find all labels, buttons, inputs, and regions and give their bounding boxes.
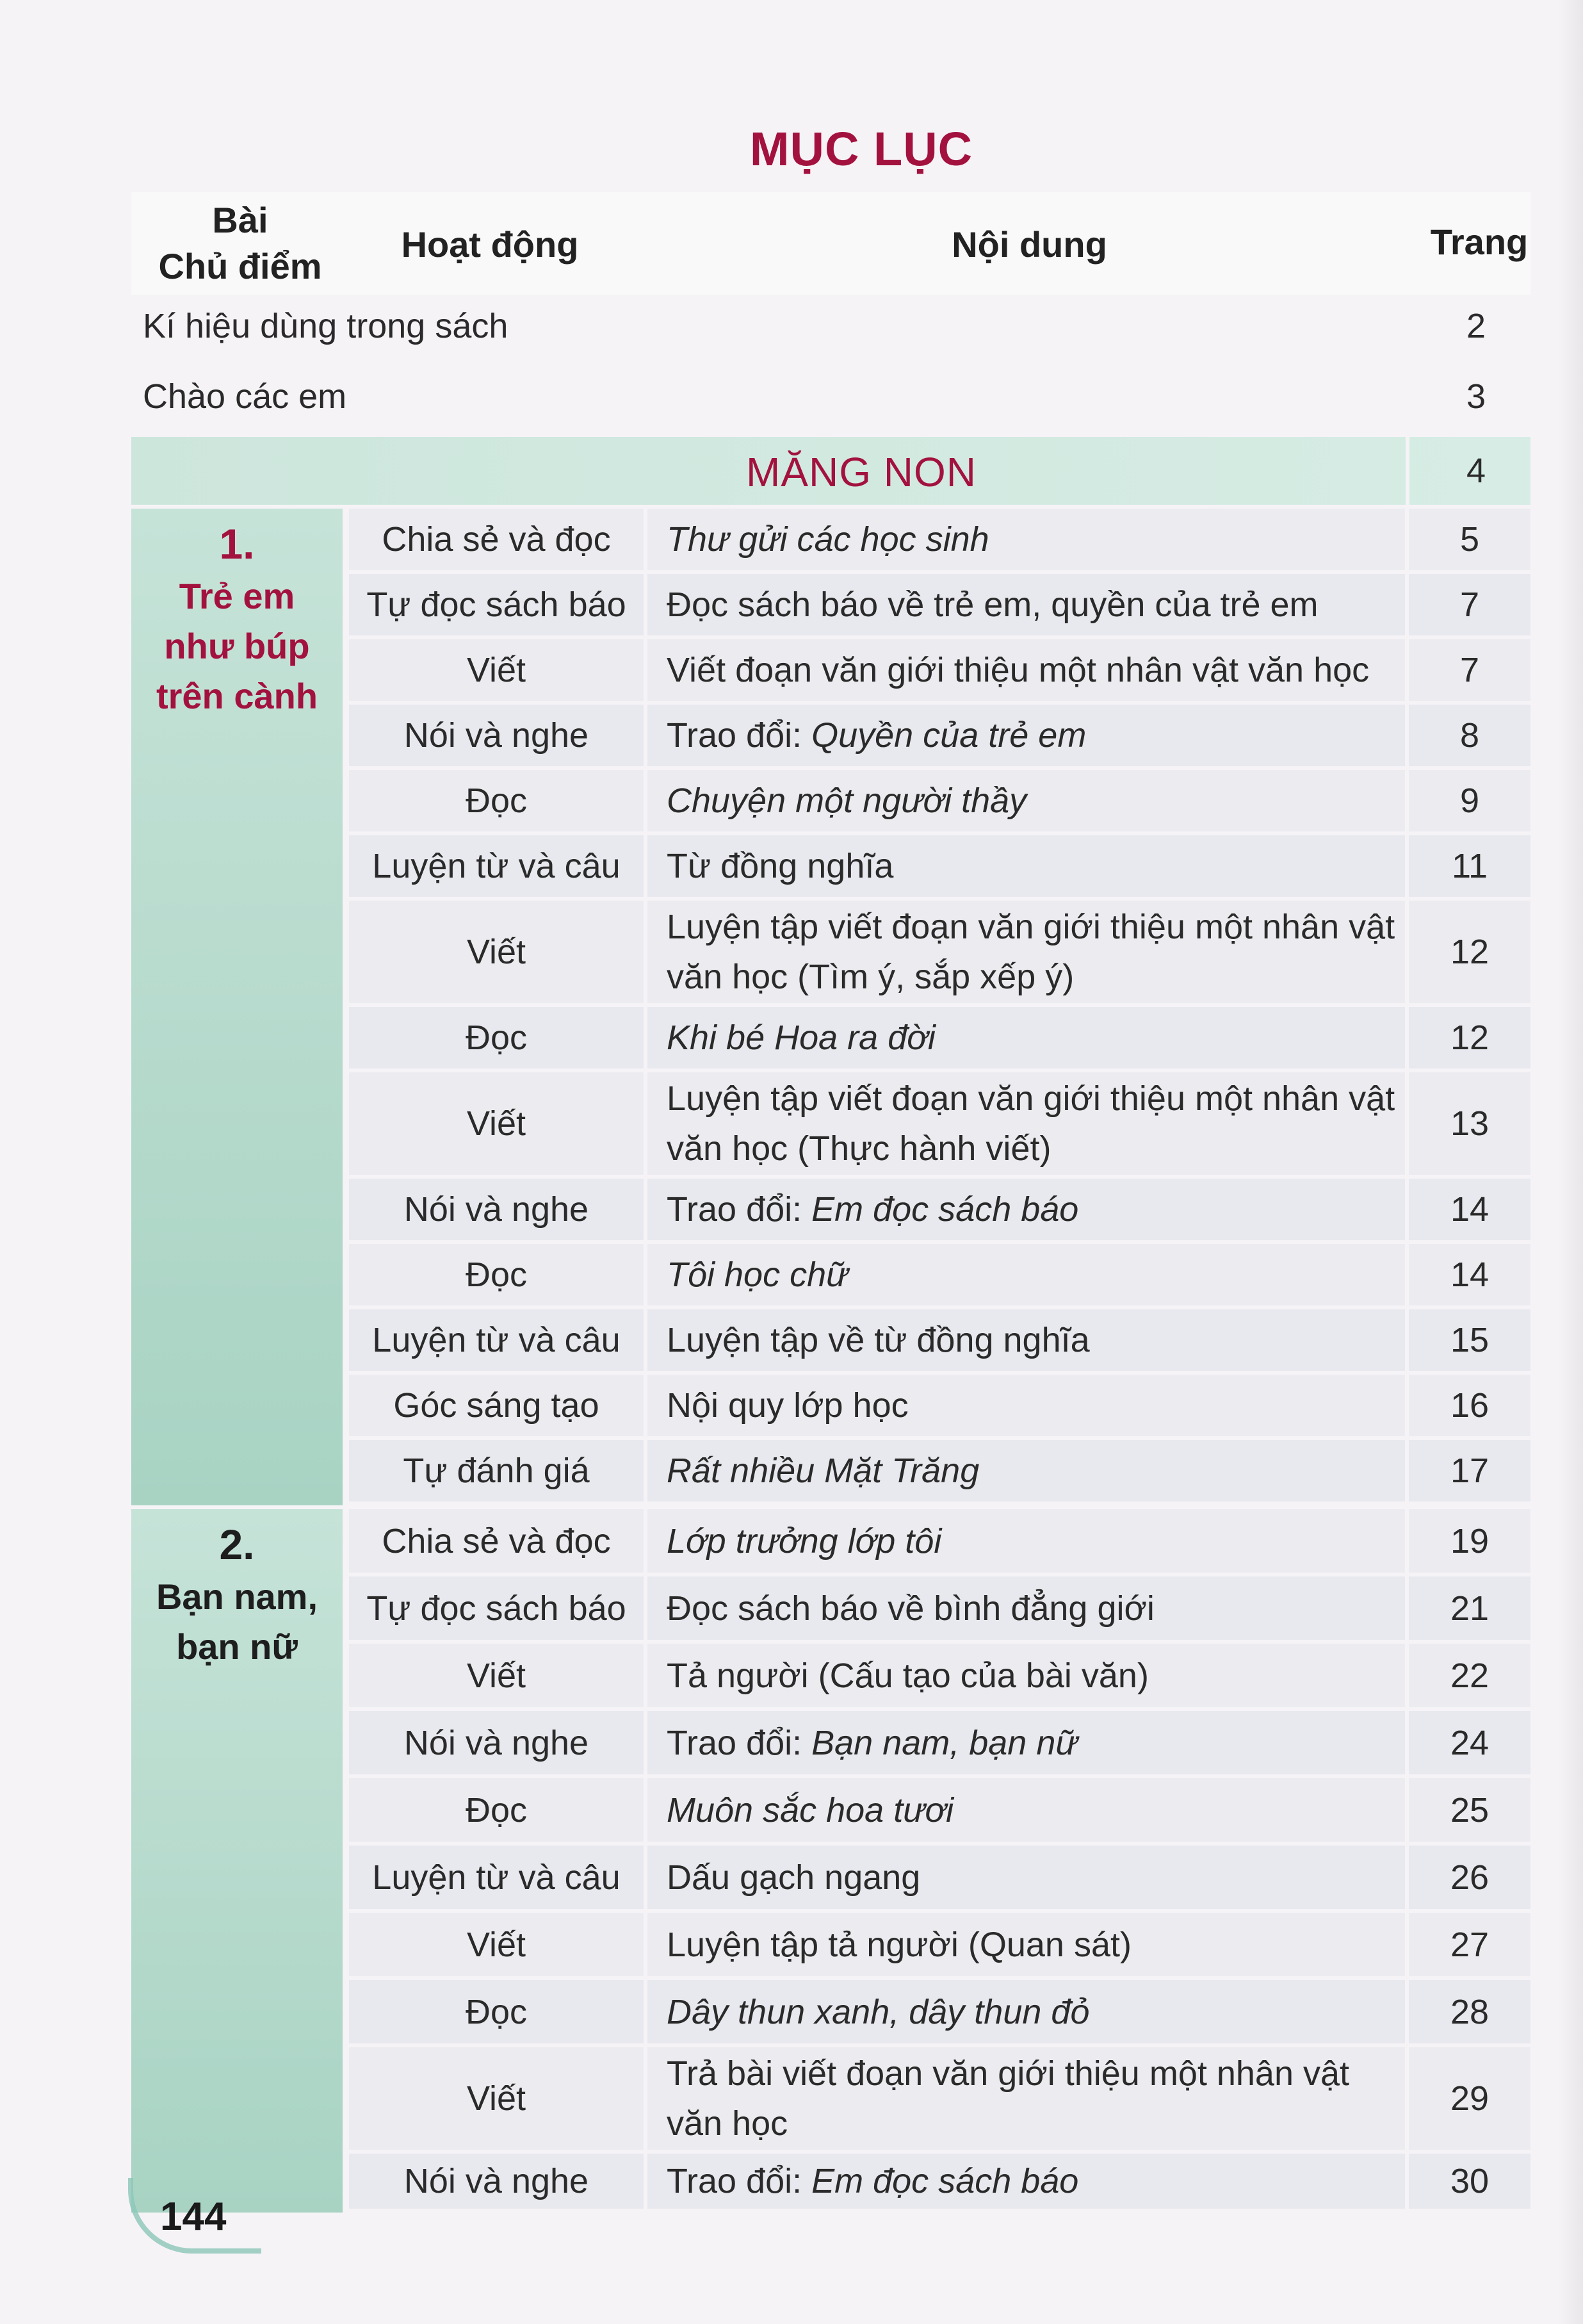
activity-cell: Viết [466, 2079, 526, 2118]
activity-cell: Viết [466, 651, 526, 689]
table-row [349, 1778, 1530, 1845]
content-cell [644, 1576, 1405, 1640]
activity-cell: Đọc [465, 1019, 528, 1057]
intro-page: 3 [1466, 377, 1486, 416]
content-cell [644, 1309, 1405, 1371]
content-cell [644, 1845, 1405, 1909]
table-row [349, 1845, 1530, 1913]
content-text [667, 1987, 1089, 2037]
content-cell [644, 1980, 1405, 2043]
table-row [349, 1644, 1530, 1711]
activity-cell: Nói và nghe [403, 1723, 589, 1762]
content-text [667, 2156, 1078, 2206]
page-cell: 24 [1405, 1711, 1530, 1774]
table-row [349, 1072, 1530, 1179]
content-italic: Tôi học chữ [667, 1256, 848, 1294]
content-plain: Nội quy lớp học [667, 1386, 909, 1425]
content-text [667, 902, 1405, 1002]
page-cell: 14 [1405, 1244, 1530, 1305]
content-italic: Bạn nam, bạn nữ [811, 1723, 1078, 1762]
content-cell [644, 1440, 1405, 1502]
page-cell: 14 [1405, 1179, 1530, 1240]
content-cell [644, 1007, 1405, 1068]
topic-name-line: Bạn nam, [156, 1576, 318, 1617]
content-text [667, 1184, 1078, 1234]
content-text [667, 1074, 1405, 1174]
content-cell [644, 1179, 1405, 1240]
content-plain: Từ đồng nghĩa [667, 847, 894, 885]
activity-cell: Nói và nghe [403, 716, 589, 755]
content-italic: Thư gửi các học sinh [667, 520, 989, 559]
content-cell [644, 770, 1405, 831]
content-text [667, 1853, 920, 1903]
content-text [667, 1315, 1090, 1365]
intro-row [131, 295, 1530, 365]
content-text [667, 514, 989, 564]
content-cell [644, 1778, 1405, 1842]
activity-cell: Tự đọc sách báo [366, 1589, 626, 1628]
content-plain: Trao đổi: [667, 1723, 812, 1762]
page-cell: 7 [1405, 574, 1530, 635]
section-title: MĂNG NON [746, 449, 977, 495]
section-header [131, 437, 1530, 505]
header-trang: Trang [1430, 222, 1529, 262]
table-row [349, 1711, 1530, 1778]
content-text [667, 580, 1319, 630]
page-cell: 5 [1405, 509, 1530, 570]
activity-cell: Đọc [465, 1790, 528, 1829]
activity-cell: Đọc [465, 781, 528, 820]
table-row [349, 1980, 1530, 2047]
intro-text: Kí hiệu dùng trong sách [143, 307, 508, 345]
topic-group [131, 1509, 1530, 2213]
topic-number: 1. [219, 520, 255, 568]
content-text [667, 841, 893, 891]
content-cell [644, 1244, 1405, 1305]
activity-cell: Luyện từ và câu [372, 1321, 621, 1359]
content-text [667, 1380, 909, 1430]
page-cell: 30 [1405, 2154, 1530, 2209]
page-cell: 22 [1405, 1644, 1530, 1707]
content-cell [644, 574, 1405, 635]
content-text [667, 1583, 1155, 1633]
table-row [349, 1913, 1530, 1980]
content-text [667, 1785, 954, 1835]
content-italic: Rất nhiều Mặt Trăng [667, 1452, 980, 1490]
page-cell: 26 [1405, 1845, 1530, 1909]
topic-rows [349, 1509, 1530, 2213]
content-cell [644, 639, 1405, 701]
activity-cell: Tự đánh giá [403, 1452, 590, 1490]
page-cell: 11 [1405, 835, 1530, 897]
content-text [667, 1250, 848, 1300]
table-row [349, 770, 1530, 835]
content-italic: Em đọc sách báo [811, 1190, 1079, 1229]
content-cell [644, 835, 1405, 897]
section-page: 4 [1466, 452, 1486, 490]
activity-cell: Chia sẻ và đọc [382, 1521, 611, 1560]
activity-cell: Viết [466, 1925, 526, 1964]
content-cell [644, 1913, 1405, 1976]
table-row [349, 1375, 1530, 1440]
activity-cell: Viết [466, 1656, 526, 1695]
content-plain: Đọc sách báo về bình đẳng giới [667, 1589, 1155, 1628]
topic-cell [131, 1509, 343, 2213]
content-text [667, 1446, 979, 1496]
topic-name-line: như búp [164, 626, 310, 666]
topic-name-line: bạn nữ [176, 1626, 298, 1667]
topic-group [131, 509, 1530, 1505]
activity-cell: Đọc [465, 1256, 528, 1294]
page-number: 144 [160, 2195, 227, 2239]
content-cell [644, 2154, 1405, 2209]
content-plain: Luyện tập tả người (Quan sát) [667, 1925, 1132, 1964]
toc-table [131, 192, 1530, 2213]
content-italic: Khi bé Hoa ra đời [667, 1019, 936, 1057]
topic-groups [131, 509, 1530, 2213]
page-cell: 19 [1405, 1509, 1530, 1573]
page-cell: 27 [1405, 1913, 1530, 1976]
page-cell: 21 [1405, 1576, 1530, 1640]
content-cell [644, 1509, 1405, 1573]
page-cell: 12 [1405, 901, 1530, 1003]
activity-cell: Đọc [465, 1992, 528, 2031]
content-text [667, 710, 1086, 760]
page-cell: 29 [1405, 2047, 1530, 2150]
activity-cell: Viết [466, 1104, 526, 1143]
table-row [349, 705, 1530, 770]
header-bai [131, 197, 349, 290]
section-divider [1406, 437, 1409, 505]
page-title: MỤC LỤC [749, 122, 973, 176]
page-cell: 15 [1405, 1309, 1530, 1371]
table-row [349, 509, 1530, 574]
topic-name-line: Trẻ em [179, 576, 295, 616]
table-row [349, 901, 1530, 1007]
page-cell: 7 [1405, 639, 1530, 701]
content-plain: Luyện tập viết đoạn văn giới thiệu một nhân vật văn học (Thực hành viết) [667, 1079, 1395, 1168]
table-row [349, 1576, 1530, 1644]
table-row [349, 1007, 1530, 1072]
content-text [667, 1920, 1132, 1970]
header-bai-line1: Bài [212, 200, 268, 240]
header-hoat-dong: Hoạt động [401, 224, 579, 265]
intro-text: Chào các em [143, 377, 347, 416]
table-row [349, 1179, 1530, 1244]
intro-page: 2 [1466, 307, 1486, 345]
topic-name-line: trên cành [156, 676, 318, 716]
table-header [131, 192, 1530, 295]
activity-cell: Viết [466, 933, 526, 971]
activity-cell: Chia sẻ và đọc [382, 520, 611, 559]
content-italic: Quyền của trẻ em [811, 716, 1087, 755]
content-plain: Viết đoạn văn giới thiệu một nhân vật văn học [667, 651, 1370, 689]
content-cell [644, 1072, 1405, 1175]
content-plain: Luyện tập về từ đồng nghĩa [667, 1321, 1090, 1359]
content-cell [644, 1375, 1405, 1436]
page-cell: 9 [1405, 770, 1530, 831]
content-italic: Em đọc sách báo [811, 2162, 1079, 2200]
page-cell: 12 [1405, 1007, 1530, 1068]
content-plain: Tả người (Cấu tạo của bài văn) [667, 1656, 1149, 1695]
page-cell: 8 [1405, 705, 1530, 766]
content-cell [644, 2047, 1405, 2150]
table-row [349, 1509, 1530, 1576]
content-italic: Lớp trưởng lớp tôi [667, 1521, 942, 1560]
table-row [349, 2154, 1530, 2213]
table-row [349, 574, 1530, 639]
content-text [667, 2049, 1405, 2148]
content-text [667, 1651, 1149, 1701]
header-noi-dung: Nội dung [952, 224, 1107, 265]
activity-cell: Luyện từ và câu [372, 847, 621, 885]
activity-cell: Tự đọc sách báo [366, 585, 626, 624]
activity-cell: Nói và nghe [403, 2162, 589, 2200]
page-edge-shadow [1557, 0, 1583, 2324]
content-cell [644, 705, 1405, 766]
header-bai-line2: Chủ điểm [158, 246, 322, 286]
table-row [349, 2047, 1530, 2154]
content-text [667, 645, 1369, 695]
table-row [349, 1440, 1530, 1505]
content-plain: Trả bài viết đoạn văn giới thiệu một nhân vật văn học [667, 2054, 1350, 2143]
content-cell [644, 1644, 1405, 1707]
table-row [349, 639, 1530, 705]
content-plain: Dấu gạch ngang [667, 1858, 921, 1897]
table-row [349, 1244, 1530, 1309]
intro-row [131, 365, 1530, 436]
content-plain: Đọc sách báo về trẻ em, quyền của trẻ em [667, 585, 1319, 624]
content-cell [644, 509, 1405, 570]
content-cell [644, 901, 1405, 1003]
page-cell: 17 [1405, 1440, 1530, 1502]
content-text [667, 1516, 941, 1566]
content-plain: Trao đổi: [667, 2162, 812, 2200]
page-cell: 16 [1405, 1375, 1530, 1436]
page-cell: 28 [1405, 1980, 1530, 2043]
activity-cell: Góc sáng tạo [393, 1386, 599, 1425]
content-italic: Dây thun xanh, dây thun đỏ [667, 1992, 1090, 2031]
table-row [349, 835, 1530, 901]
content-cell [644, 1711, 1405, 1774]
page-cell: 13 [1405, 1072, 1530, 1175]
content-italic: Muôn sắc hoa tươi [667, 1790, 954, 1829]
activity-cell: Nói và nghe [403, 1190, 589, 1229]
activity-cell: Luyện từ và câu [372, 1858, 621, 1897]
topic-rows [349, 509, 1530, 1505]
content-plain: Trao đổi: [667, 716, 812, 755]
content-plain: Luyện tập viết đoạn văn giới thiệu một nhân vật văn học (Tìm ý, sắp xếp ý) [667, 908, 1395, 996]
page-cell: 25 [1405, 1778, 1530, 1842]
content-text [667, 1718, 1078, 1768]
table-row [349, 1309, 1530, 1375]
topic-cell [131, 509, 343, 1505]
content-italic: Chuyện một người thầy [667, 781, 1027, 820]
content-text [667, 776, 1027, 826]
topic-number: 2. [219, 1521, 255, 1568]
content-text [667, 1013, 936, 1063]
content-plain: Trao đổi: [667, 1190, 812, 1229]
